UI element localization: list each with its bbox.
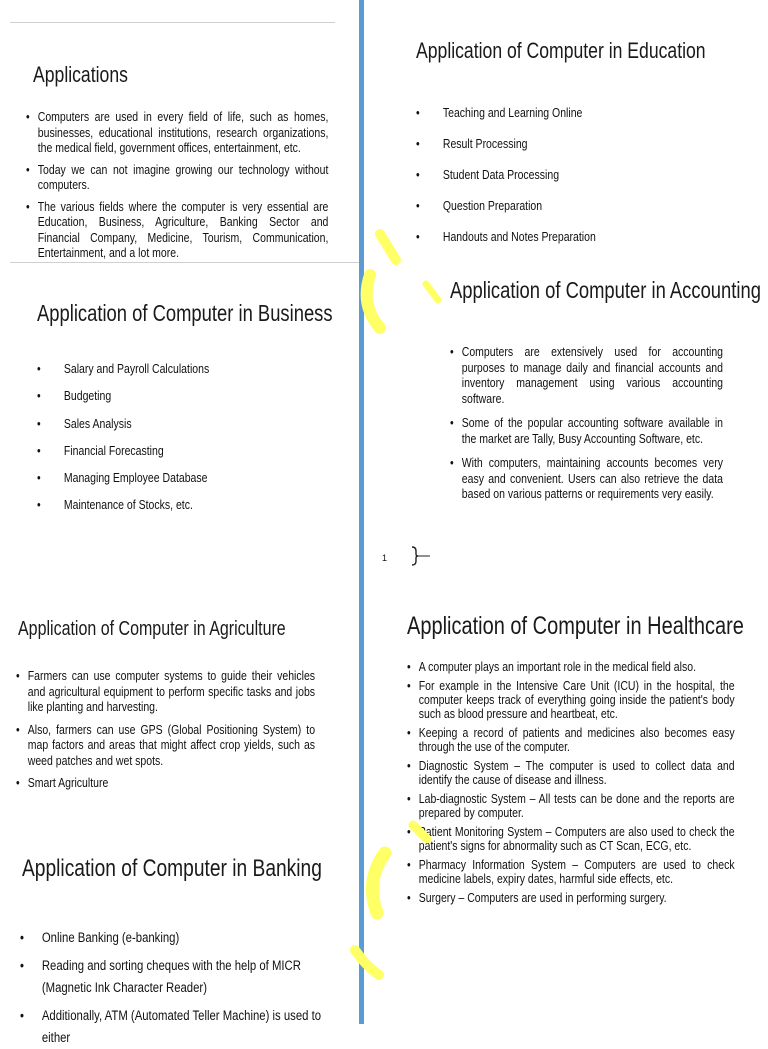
healthcare-item: • Diagnostic System – The computer is used to collect data and identify the cause of disease and illness. bbox=[407, 759, 735, 787]
accounting-item: • Computers are extensively used for accounting purposes to manage daily and financial accounts and inventory management using various accounting software. bbox=[450, 345, 723, 407]
yellow-mark-decoration bbox=[340, 220, 450, 345]
business-item: • Sales Analysis bbox=[37, 417, 356, 433]
healthcare-item: • Surgery – Computers are used in performing surgery. bbox=[407, 891, 735, 905]
agriculture-title: Application of Computer in Agriculture bbox=[18, 618, 286, 640]
business-item: • Maintenance of Stocks, etc. bbox=[37, 498, 356, 514]
healthcare-item: • Pharmacy Information System – Computers are used to check medicine labels, expiry dates, harmful side effects, etc. bbox=[407, 858, 735, 886]
applications-text bbox=[26, 110, 328, 262]
education-item: • Question Preparation bbox=[416, 199, 735, 215]
education-title: Application of Computer in Education bbox=[416, 38, 706, 63]
applications-title: Applications bbox=[33, 62, 128, 87]
education-item: • Teaching and Learning Online bbox=[416, 106, 735, 122]
banking-item: • Additionally, ATM (Automated Teller Machine) is used to either bbox=[20, 1005, 339, 1049]
education-list bbox=[416, 106, 735, 246]
healthcare-text bbox=[407, 660, 735, 905]
banking-list bbox=[20, 927, 339, 1049]
business-item: • Managing Employee Database bbox=[37, 471, 356, 487]
slide-top-rule bbox=[10, 22, 335, 23]
accounting-title: Application of Computer in Accounting bbox=[450, 277, 761, 303]
page-number: 1 bbox=[382, 553, 388, 563]
agriculture-item: • Also, farmers can use GPS (Global Positioning System) to map factors and areas that might affect crop yields, such as weed patches and wet spots. bbox=[16, 723, 315, 770]
education-item: • Result Processing bbox=[416, 137, 735, 153]
yellow-mark-decoration bbox=[335, 815, 450, 985]
applications-item: • Computers are used in every field of life, such as homes, businesses, educational institutions, research organizations, the medical field, government offices, entertainment, etc. bbox=[26, 110, 328, 157]
banking-item: • Online Banking (e-banking) bbox=[20, 927, 339, 949]
business-title: Application of Computer in Business bbox=[37, 300, 333, 326]
healthcare-item: • Patient Monitoring System – Computers are also used to check the patient's signs for abnormality such as CT Scan, ECG, etc. bbox=[407, 825, 735, 853]
accounting-item: • With computers, maintaining accounts becomes very easy and convenient. Users can also retrieve the data based on various patterns or requirements very easily. bbox=[450, 456, 723, 503]
accounting-item: • Some of the popular accounting software available in the market are Tally, Busy Accounting Software, etc. bbox=[450, 416, 723, 447]
healthcare-item: • For example in the Intensive Care Unit (ICU) in the hospital, the computer keeps track of everything going inside the patient's body such as blood pressure and heartbeat, etc. bbox=[407, 679, 735, 721]
applications-item: • The various fields where the computer is very essential are Education, Business, Agriculture, Banking Sector and Financial Company, Medicine, Tourism, Communication, Entertainment, and a lot more. bbox=[26, 200, 328, 262]
agriculture-slide bbox=[10, 600, 335, 815]
healthcare-item: • Keeping a record of patients and medicines also becomes easy through the use of the computer. bbox=[407, 726, 735, 754]
business-list bbox=[37, 362, 356, 514]
accounting-text bbox=[450, 345, 723, 503]
agriculture-text bbox=[16, 669, 315, 792]
business-item: • Budgeting bbox=[37, 389, 356, 405]
healthcare-item: • Lab-diagnostic System – All tests can be done and the reports are prepared by computer. bbox=[407, 792, 735, 820]
banking-title: Application of Computer in Banking bbox=[22, 855, 322, 882]
business-slide bbox=[10, 262, 360, 584]
applications-item: • Today we can not imagine growing our technology without computers. bbox=[26, 163, 328, 194]
business-item: • Financial Forecasting bbox=[37, 444, 356, 460]
agriculture-item: • Smart Agriculture bbox=[16, 776, 315, 792]
healthcare-item: • A computer plays an important role in the medical field also. bbox=[407, 660, 735, 674]
education-item: • Handouts and Notes Preparation bbox=[416, 230, 735, 246]
applications-slide bbox=[10, 22, 335, 262]
banking-item: • Reading and sorting cheques with the help of MICR (Magnetic Ink Character Reader) bbox=[20, 955, 339, 999]
education-item: • Student Data Processing bbox=[416, 168, 735, 184]
business-item: • Salary and Payroll Calculations bbox=[37, 362, 356, 378]
slide-top-rule bbox=[10, 262, 360, 263]
bracket-icon bbox=[408, 545, 432, 567]
healthcare-title: Application of Computer in Healthcare bbox=[407, 612, 744, 640]
agriculture-item: • Farmers can use computer systems to guide their vehicles and agricultural equipment to perform specific tasks and jobs like planting and harvesting. bbox=[16, 669, 315, 716]
banking-slide bbox=[10, 815, 350, 1045]
